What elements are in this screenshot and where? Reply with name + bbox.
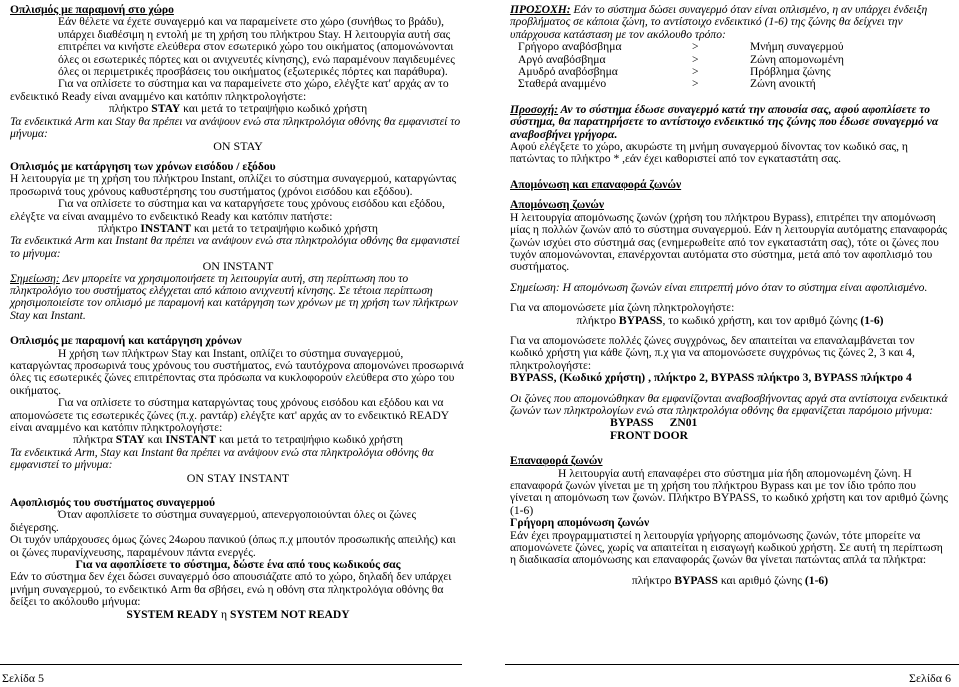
paragraph: Εάν έχει προγραμματιστεί η λειτουργία γρήγορης απομόνωσης ζωνών, τότε μπορείτε να απομονώνετε ζώνες, χωρίς να απαιτείται η εισαγωγή κωδικού χρήστη. Σε αυτή τη περίπτωση η διαδικασία απομόνωσης και επαναφοράς ζωνών θα γίνεται πατώντας απλά τα πλήκτρα:: [510, 528, 943, 567]
display-message: ON STAY: [213, 139, 263, 154]
key-label: BYPASS: [674, 573, 718, 587]
footer-rule-left: [0, 664, 462, 665]
section-title-instant: Οπλισμός με κατάργηση των χρόνων εισόδου / εξόδου: [10, 159, 276, 173]
page-number-right: Σελίδα 6: [908, 671, 951, 685]
paragraph: Για να οπλίσετε το σύστημα καταργώντας τους χρόνους εισόδου και εξόδου και να απομονώσετε τις εσωτερικές ζώνες (π.χ. ραντάρ) ελέγξτε κατ' αρχάς αν το ενδεικτικό READY είναι αναμμένο και κατόπιν πληκτρολογήστε:: [10, 396, 449, 434]
section-title-disarm: Αφοπλισμός του συστήματος συναγερμού: [10, 496, 216, 510]
paragraph: Εάν θέλετε να έχετε συναγερμό και να παραμείνετε στο χώρο (συνήθως το βράδυ), υπάρχει διαθέσιμη η εντολή με τη χρήση του πλήκτρου Stay. Η λειτουργία αυτή σας επιτρέπει να κινήστε ελεύθερα στον εσωτερικό χώρο του οικήματος (απομονώνονται όλες οι εσωτερικές πόρτες και οι ανιχνευτές κίνησης), ενώ παραμένουν παγιδευμένες όλες οι περιμετρικές προσβάσεις του οικήματος (εξωτερικές πόρτες και παράθυρα).: [58, 15, 455, 79]
state: Γρήγορο αναβόσβημα: [518, 40, 622, 54]
arrow: >: [692, 52, 699, 66]
section-title-stay: Οπλισμός με παραμονή στο χώρο: [10, 3, 174, 16]
caution-text: Εάν το σύστημα δώσει συναγερμό όταν είναι οπλισμένο, η αν υπάρχει ένδειξη προβλήματος σε κάποια ζώνη, το αντίστοιχο ενδεικτικό (1-6) της ζώνης θα δείχνει την υπάρχουσα κατάσταση με τον ακόλουθο τρόπο:: [510, 3, 928, 41]
note-text: Δεν μπορείτε να χρησιμοποιήσετε τη λειτουργία αυτή, στη περίπτωση που το πληκτρολόγιο του συστήματος ελέγχεται από κάποιο ανιχνευτή κίνησης. Σε τέτοια περίπτωση χρησιμοποιείστε τον οπλισμό με παραμονή και κατάργηση των χρόνων με τη χρήση των πλήκτρων Stay και Instant.: [10, 271, 458, 322]
paragraph: Οι ζώνες που απομονώθηκαν θα εμφανίζονται αναβοσβήνοντας αργά στα αντίστοιχα ενδεικτικά ζωνών των πληκτρολογίων ενώ στα πληκτρολόγια οθόνης θα εμφανίζεται παρόμοιο μήνυμα:: [510, 391, 948, 417]
paragraph: Όταν αφοπλίσετε το σύστημα συναγερμού, απενεργοποιούνται όλες οι ζώνες διέγερσης.: [10, 508, 417, 534]
arrow: >: [692, 40, 699, 54]
paragraph: Οι τυχόν υπάρχουσες όμως ζώνες 24ωρου πανικού (όπως π.χ μπουτόν προσωπικής απειλής) και οι ζώνες πυρανίχνευσης, παραμένουν πάντα ενεργές.: [10, 533, 456, 559]
text: πλήκτρο: [108, 102, 152, 116]
paragraph: Εάν το σύστημα δεν έχει δώσει συναγερμό όσο απουσιάζατε από το χώρο, δηλαδή δεν υπάρχει μνήμη συναγερμού, το ενδεικτικό Arm θα σβήσει, ενώ η οθόνη στα πληκτρολόγια οθόνης θα δείξει το ακόλουθο μήνυμα:: [10, 570, 452, 609]
text: και μετά το τετραψήφιο κωδικό χρήστη: [180, 102, 368, 116]
text: και μετά το τετραψήφιο κωδικό χρήστη: [216, 433, 404, 447]
paragraph: Τα ενδεικτικά Arm και Instant θα πρέπει να ανάψουν ενώ στα πληκτρολόγια οθόνης θα εμφανιστεί το μήνυμα:: [10, 234, 460, 260]
subtitle: Για να αφοπλίσετε το σύστημα, δώστε ένα από τους κωδικούς σας: [75, 558, 401, 572]
instruction-line: [10, 434, 466, 446]
zone-range: (1-6): [804, 573, 829, 587]
meaning: Πρόβλημα ζώνης: [750, 65, 831, 79]
display-message: [510, 417, 950, 429]
note: Σημείωση: Η απομόνωση ζωνών είναι επιτρεπτή μόνο όταν το σύστημα είναι αφοπλισμένο.: [510, 280, 928, 294]
attention-label: Προσοχή:: [510, 102, 559, 116]
display-message: ON INSTANT: [202, 259, 274, 274]
attention-text: Αν το σύστημα έδωσε συναγερμό κατά την απουσία σας, αφού αφοπλίσετε το σύστημα, θα παρατηρήσετε το αντίστοιχο ενδεικτικό της ζώνης που έδωσε συναγερμό να αναβοσβήνει γρήγορα.: [510, 102, 939, 141]
arrow: >: [692, 65, 699, 79]
paragraph: Τα ενδεικτικά Arm και Stay θα πρέπει να ανάψουν ενώ στα πληκτρολόγια οθόνης θα εμφανιστεί το μήνυμα:: [10, 114, 461, 141]
display-message: FRONT DOOR: [610, 428, 689, 442]
paragraph: Η λειτουργία με τη χρήση του πλήκτρου Instant, οπλίζει το σύστημα συναγερμού, καταργώντας προσωρινά τους χρόνους καθυστέρησης του συστήματος (χρόνοι εισόδου και εξόδου).: [10, 172, 457, 198]
text: πλήκτρο: [98, 221, 141, 235]
state: Αργό αναβόσβημα: [518, 52, 606, 66]
meaning: Μνήμη συναγερμού: [750, 40, 844, 54]
right-page: [510, 4, 950, 587]
paragraph: Η χρήση των πλήκτρων Stay και Instant, οπλίζει το σύστημα συναγερμού, καταργώντας προσωρινά τους χρόνους του συστήματος, ενώ ταυτόχρονα απομονώνει προσωρινά όλες τις εσωτερικές ζώνες επιτρέποντας στα πρόσωπα να κυκλοφορούν ελεύθερα στο χώρο του οικήματος.: [10, 346, 464, 397]
text: και: [144, 433, 166, 447]
paragraph: Για να απομονώσετε μία ζώνη πληκτρολογήστε:: [510, 301, 735, 315]
meaning: Ζώνη ανοικτή: [750, 77, 816, 91]
message-a: BYPASS: [610, 416, 654, 430]
key-label: STAY: [115, 433, 145, 447]
key-label: BYPASS: [618, 313, 663, 327]
caution: [510, 4, 950, 41]
footer-rule-right: [505, 664, 959, 665]
instruction-line: BYPASS, (Κωδικό χρήστη) , πλήκτρο 2, BYPASS πλήκτρο 3, BYPASS πλήκτρο 4: [510, 371, 912, 385]
paragraph: Για να απομονώσετε πολλές ζώνες συγχρόνως, δεν απαιτείται να επαναλαμβάνεται τον κωδικό χρήστη για κάθε ζώνη, π.χ για να απομονώσετε συγχρόνως τις ζώνες 2, 3 και 4, πληκτρολογήστε:: [510, 333, 915, 372]
paragraph: Η λειτουργία απομόνωσης ζωνών (χρήση του πλήκτρου Bypass), επιτρέπει την απομόνωση μίας η πολλών ζωνών από το σύστημα συναγερμού. Εάν η λειτουργία αυτόματης επαναφοράς ζωνών ισχύει στο σύστημά σας (ενημερωθείτε από τον εγκαταστάτη σας), τότε οι ζώνες που τυχόν απομονώνονται, επανέρχονται αυτόματα στο σύστημα, μετά από τον αφοπλισμό του συστήματος.: [510, 210, 948, 274]
text: πλήκτρο: [576, 313, 619, 327]
message-a: SYSTEM READY: [126, 607, 219, 621]
key-label: INSTANT: [165, 433, 217, 447]
meaning: Ζώνη απομονωμένη: [750, 52, 844, 66]
table-row: [510, 41, 950, 53]
text: η: [218, 607, 231, 621]
text: και αριθμό ζώνης: [717, 573, 805, 587]
instruction-line: [10, 103, 466, 115]
key-label: STAY: [151, 102, 181, 116]
key-label: INSTANT: [140, 221, 192, 235]
note: [10, 273, 466, 323]
table-row: [510, 78, 950, 90]
display-message: [10, 609, 466, 621]
text: πλήκτρα: [72, 433, 116, 447]
state: Σταθερά αναμμένο: [518, 77, 607, 91]
subsection-title: Επαναφορά ζωνών: [510, 454, 603, 468]
message-b: SYSTEM NOT READY: [230, 607, 350, 621]
paragraph: Τα ενδεικτικά Arm, Stay και Instant θα πρέπει να ανάψουν ενώ στα πληκτρολόγια οθόνης θα εμφανιστεί το μήνυμα:: [10, 445, 434, 472]
attention: [510, 104, 950, 141]
led-mode-table: [510, 41, 950, 91]
paragraph: Αφού ελέγξετε το χώρο, ακυρώστε τη μνήμη συναγερμού δίνοντας τον κωδικό σας, η πατώντας το πλήκτρο * ,εάν έχει καθοριστεί από τον εγκαταστάτη σας.: [510, 140, 908, 166]
paragraph: Για να οπλίσετε το σύστημα και να καταργήσετε τους χρόνους εισόδου και εξόδου, ελέγξτε να είναι αναμμένο το ενδεικτικό Ready και κατόπιν πατήστε:: [10, 197, 445, 223]
paragraph: Η λειτουργία αυτή επαναφέρει στο σύστημα μία ήδη απομονωμένη ζώνη. Η επαναφορά ζωνών γίνεται με τη χρήση του πλήκτρου Bypass και με τον ίδιο τρόπο που γίνεται η απομόνωση των ζωνών. Πλήκτρο BYPASS, το κωδικό χρήστη και τον αριθμό ζώνης (1-6): [510, 466, 948, 517]
message-b: ZN01: [669, 416, 698, 430]
zone-range: (1-6): [860, 313, 884, 327]
note-label: Σημείωση:: [10, 271, 60, 285]
text: , το κωδικό χρήστη, και τον αριθμό ζώνης: [662, 313, 861, 327]
left-page: [10, 4, 466, 621]
instruction-line: [510, 575, 950, 587]
paragraph: Για να οπλίσετε το σύστημα και να παραμείνετε στο χώρο, ελέγξτε κατ' αρχάς αν το ενδεικτικό Ready είναι αναμμένο και κατόπιν πληκτρολογήστε:: [10, 77, 449, 103]
section-title-stay-instant: Οπλισμός με παραμονή και κατάργηση χρόνων: [10, 334, 242, 348]
section-title-isolation: Απομόνωση και επαναφορά ζωνών: [510, 177, 682, 191]
subsection-title: Γρήγορη απομόνωση ζωνών: [510, 516, 650, 530]
arrow: >: [692, 77, 699, 91]
caution-label: ΠΡΟΣΟΧΗ:: [510, 3, 571, 16]
text: πλήκτρο: [631, 573, 675, 587]
state: Αμυδρό αναβόσβημα: [518, 65, 618, 79]
subsection-title: Απομόνωση ζωνών: [510, 198, 605, 212]
page-number-left: Σελίδα 5: [2, 671, 45, 685]
text: και μετά το τετραψήφιο κωδικό χρήστη: [191, 221, 378, 235]
instruction-line: [510, 315, 950, 327]
display-message: ON STAY INSTANT: [186, 470, 290, 485]
